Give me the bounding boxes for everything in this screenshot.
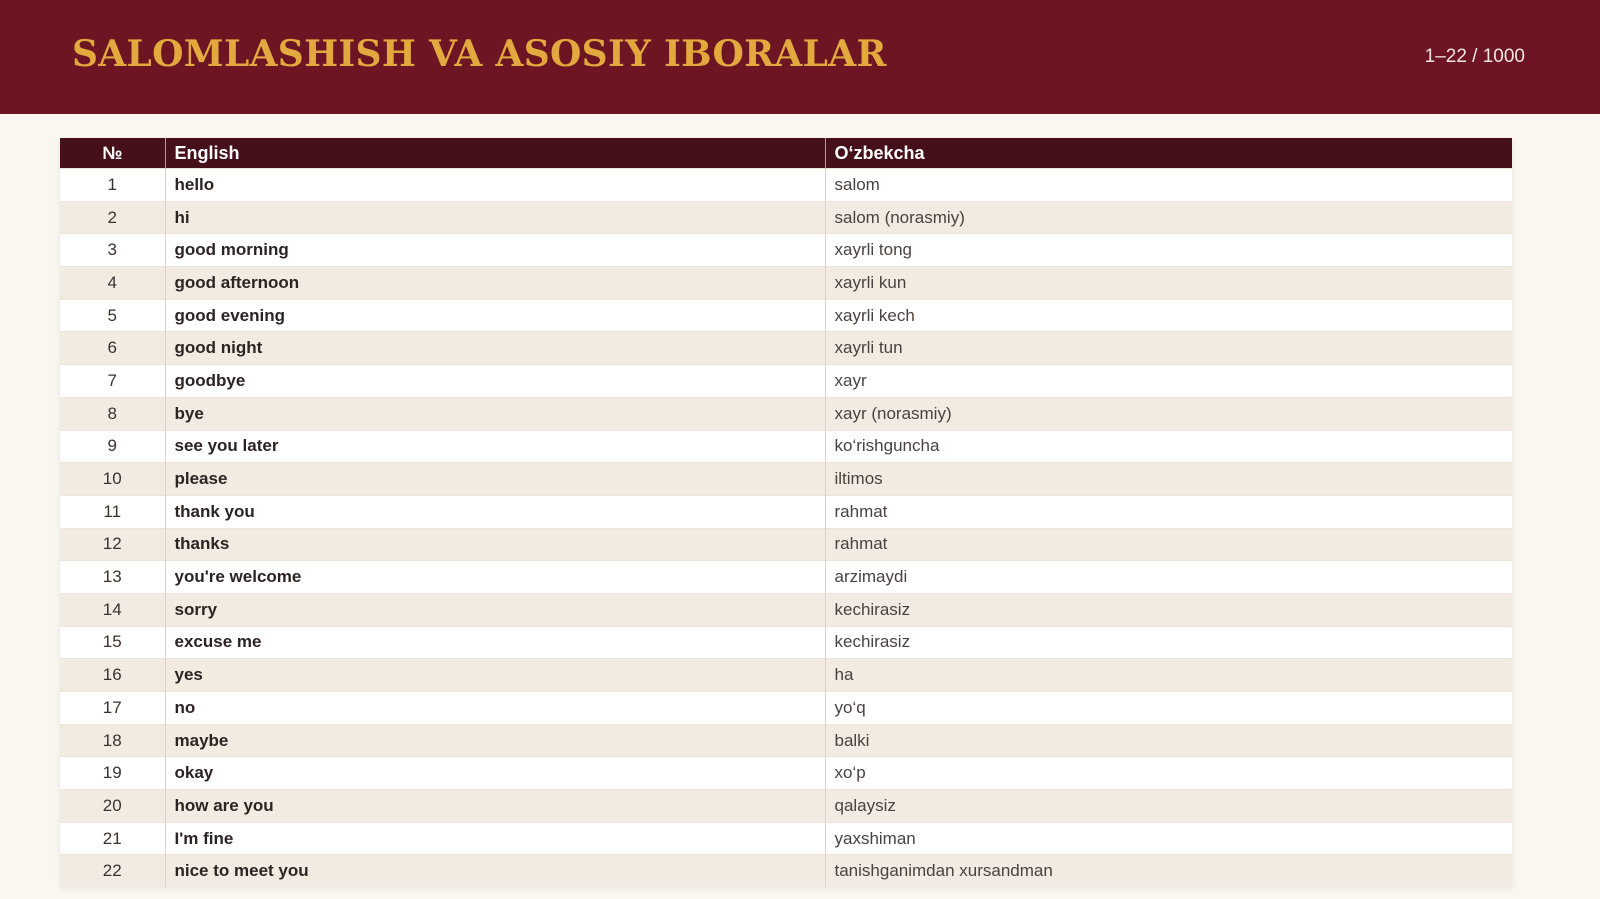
table-row [60,299,1512,332]
row-number-cell: 6 [60,332,165,365]
uzbek-translation-cell: ko‘rishguncha [825,430,1512,463]
english-word-cell: nice to meet you [165,855,825,887]
row-number-cell: 17 [60,692,165,725]
table-row [60,692,1512,725]
uzbek-translation-cell: xo‘p [825,757,1512,790]
english-word-cell: please [165,463,825,496]
table-row [60,430,1512,463]
english-word-cell: you're welcome [165,561,825,594]
table-row [60,626,1512,659]
row-number-cell: 4 [60,267,165,300]
uzbek-translation-cell: rahmat [825,528,1512,561]
table-row [60,790,1512,823]
english-word-cell: good night [165,332,825,365]
row-number-cell: 12 [60,528,165,561]
column-header-number: № [60,138,165,169]
row-number-cell: 7 [60,365,165,398]
table-row [60,169,1512,202]
english-word-cell: good evening [165,299,825,332]
uzbek-translation-cell: iltimos [825,463,1512,496]
english-word-cell: good morning [165,234,825,267]
row-number-cell: 15 [60,626,165,659]
table-row [60,495,1512,528]
vocabulary-table [60,138,1512,887]
uzbek-translation-cell: xayrli kun [825,267,1512,300]
table-row [60,724,1512,757]
table-row [60,593,1512,626]
table-row [60,855,1512,887]
uzbek-translation-cell: yaxshiman [825,822,1512,855]
uzbek-translation-cell: xayrli tong [825,234,1512,267]
row-number-cell: 16 [60,659,165,692]
english-word-cell: sorry [165,593,825,626]
row-number-cell: 13 [60,561,165,594]
uzbek-translation-cell: xayr [825,365,1512,398]
uzbek-translation-cell: ha [825,659,1512,692]
uzbek-translation-cell: salom (norasmiy) [825,201,1512,234]
table-row [60,332,1512,365]
uzbek-translation-cell: balki [825,724,1512,757]
uzbek-translation-cell: yo‘q [825,692,1512,725]
uzbek-translation-cell: kechirasiz [825,593,1512,626]
table-header-row [60,138,1512,169]
row-number-cell: 19 [60,757,165,790]
column-header-uzbek: O‘zbekcha [825,138,1512,169]
table-row [60,365,1512,398]
row-number-cell: 5 [60,299,165,332]
uzbek-translation-cell: rahmat [825,495,1512,528]
uzbek-translation-cell: xayrli tun [825,332,1512,365]
english-word-cell: hello [165,169,825,202]
row-number-cell: 8 [60,397,165,430]
table-row [60,397,1512,430]
table-row [60,234,1512,267]
table-row [60,561,1512,594]
uzbek-translation-cell: qalaysiz [825,790,1512,823]
english-word-cell: thanks [165,528,825,561]
table-row [60,463,1512,496]
english-word-cell: thank you [165,495,825,528]
uzbek-translation-cell: xayr (norasmiy) [825,397,1512,430]
row-number-cell: 11 [60,495,165,528]
row-number-cell: 21 [60,822,165,855]
uzbek-translation-cell: kechirasiz [825,626,1512,659]
row-number-cell: 9 [60,430,165,463]
table-row [60,267,1512,300]
uzbek-translation-cell: salom [825,169,1512,202]
row-number-cell: 1 [60,169,165,202]
english-word-cell: yes [165,659,825,692]
english-word-cell: goodbye [165,365,825,398]
english-word-cell: good afternoon [165,267,825,300]
page-header [0,0,1600,114]
page-title: SALOMLASHISH VA ASOSIY IBORALAR [72,33,887,75]
uzbek-translation-cell: tanishganimdan xursandman [825,855,1512,887]
page-counter: 1–22 / 1000 [1424,46,1525,67]
english-word-cell: bye [165,397,825,430]
vocabulary-table-container [60,138,1512,887]
english-word-cell: how are you [165,790,825,823]
row-number-cell: 20 [60,790,165,823]
english-word-cell: okay [165,757,825,790]
row-number-cell: 14 [60,593,165,626]
english-word-cell: no [165,692,825,725]
table-header [60,138,1512,169]
english-word-cell: excuse me [165,626,825,659]
table-row [60,201,1512,234]
row-number-cell: 2 [60,201,165,234]
table-row [60,757,1512,790]
table-row [60,822,1512,855]
english-word-cell: I'm fine [165,822,825,855]
english-word-cell: maybe [165,724,825,757]
row-number-cell: 10 [60,463,165,496]
table-body [60,169,1512,888]
row-number-cell: 22 [60,855,165,887]
english-word-cell: hi [165,201,825,234]
table-row [60,659,1512,692]
uzbek-translation-cell: xayrli kech [825,299,1512,332]
column-header-english: English [165,138,825,169]
english-word-cell: see you later [165,430,825,463]
table-row [60,528,1512,561]
row-number-cell: 18 [60,724,165,757]
uzbek-translation-cell: arzimaydi [825,561,1512,594]
row-number-cell: 3 [60,234,165,267]
